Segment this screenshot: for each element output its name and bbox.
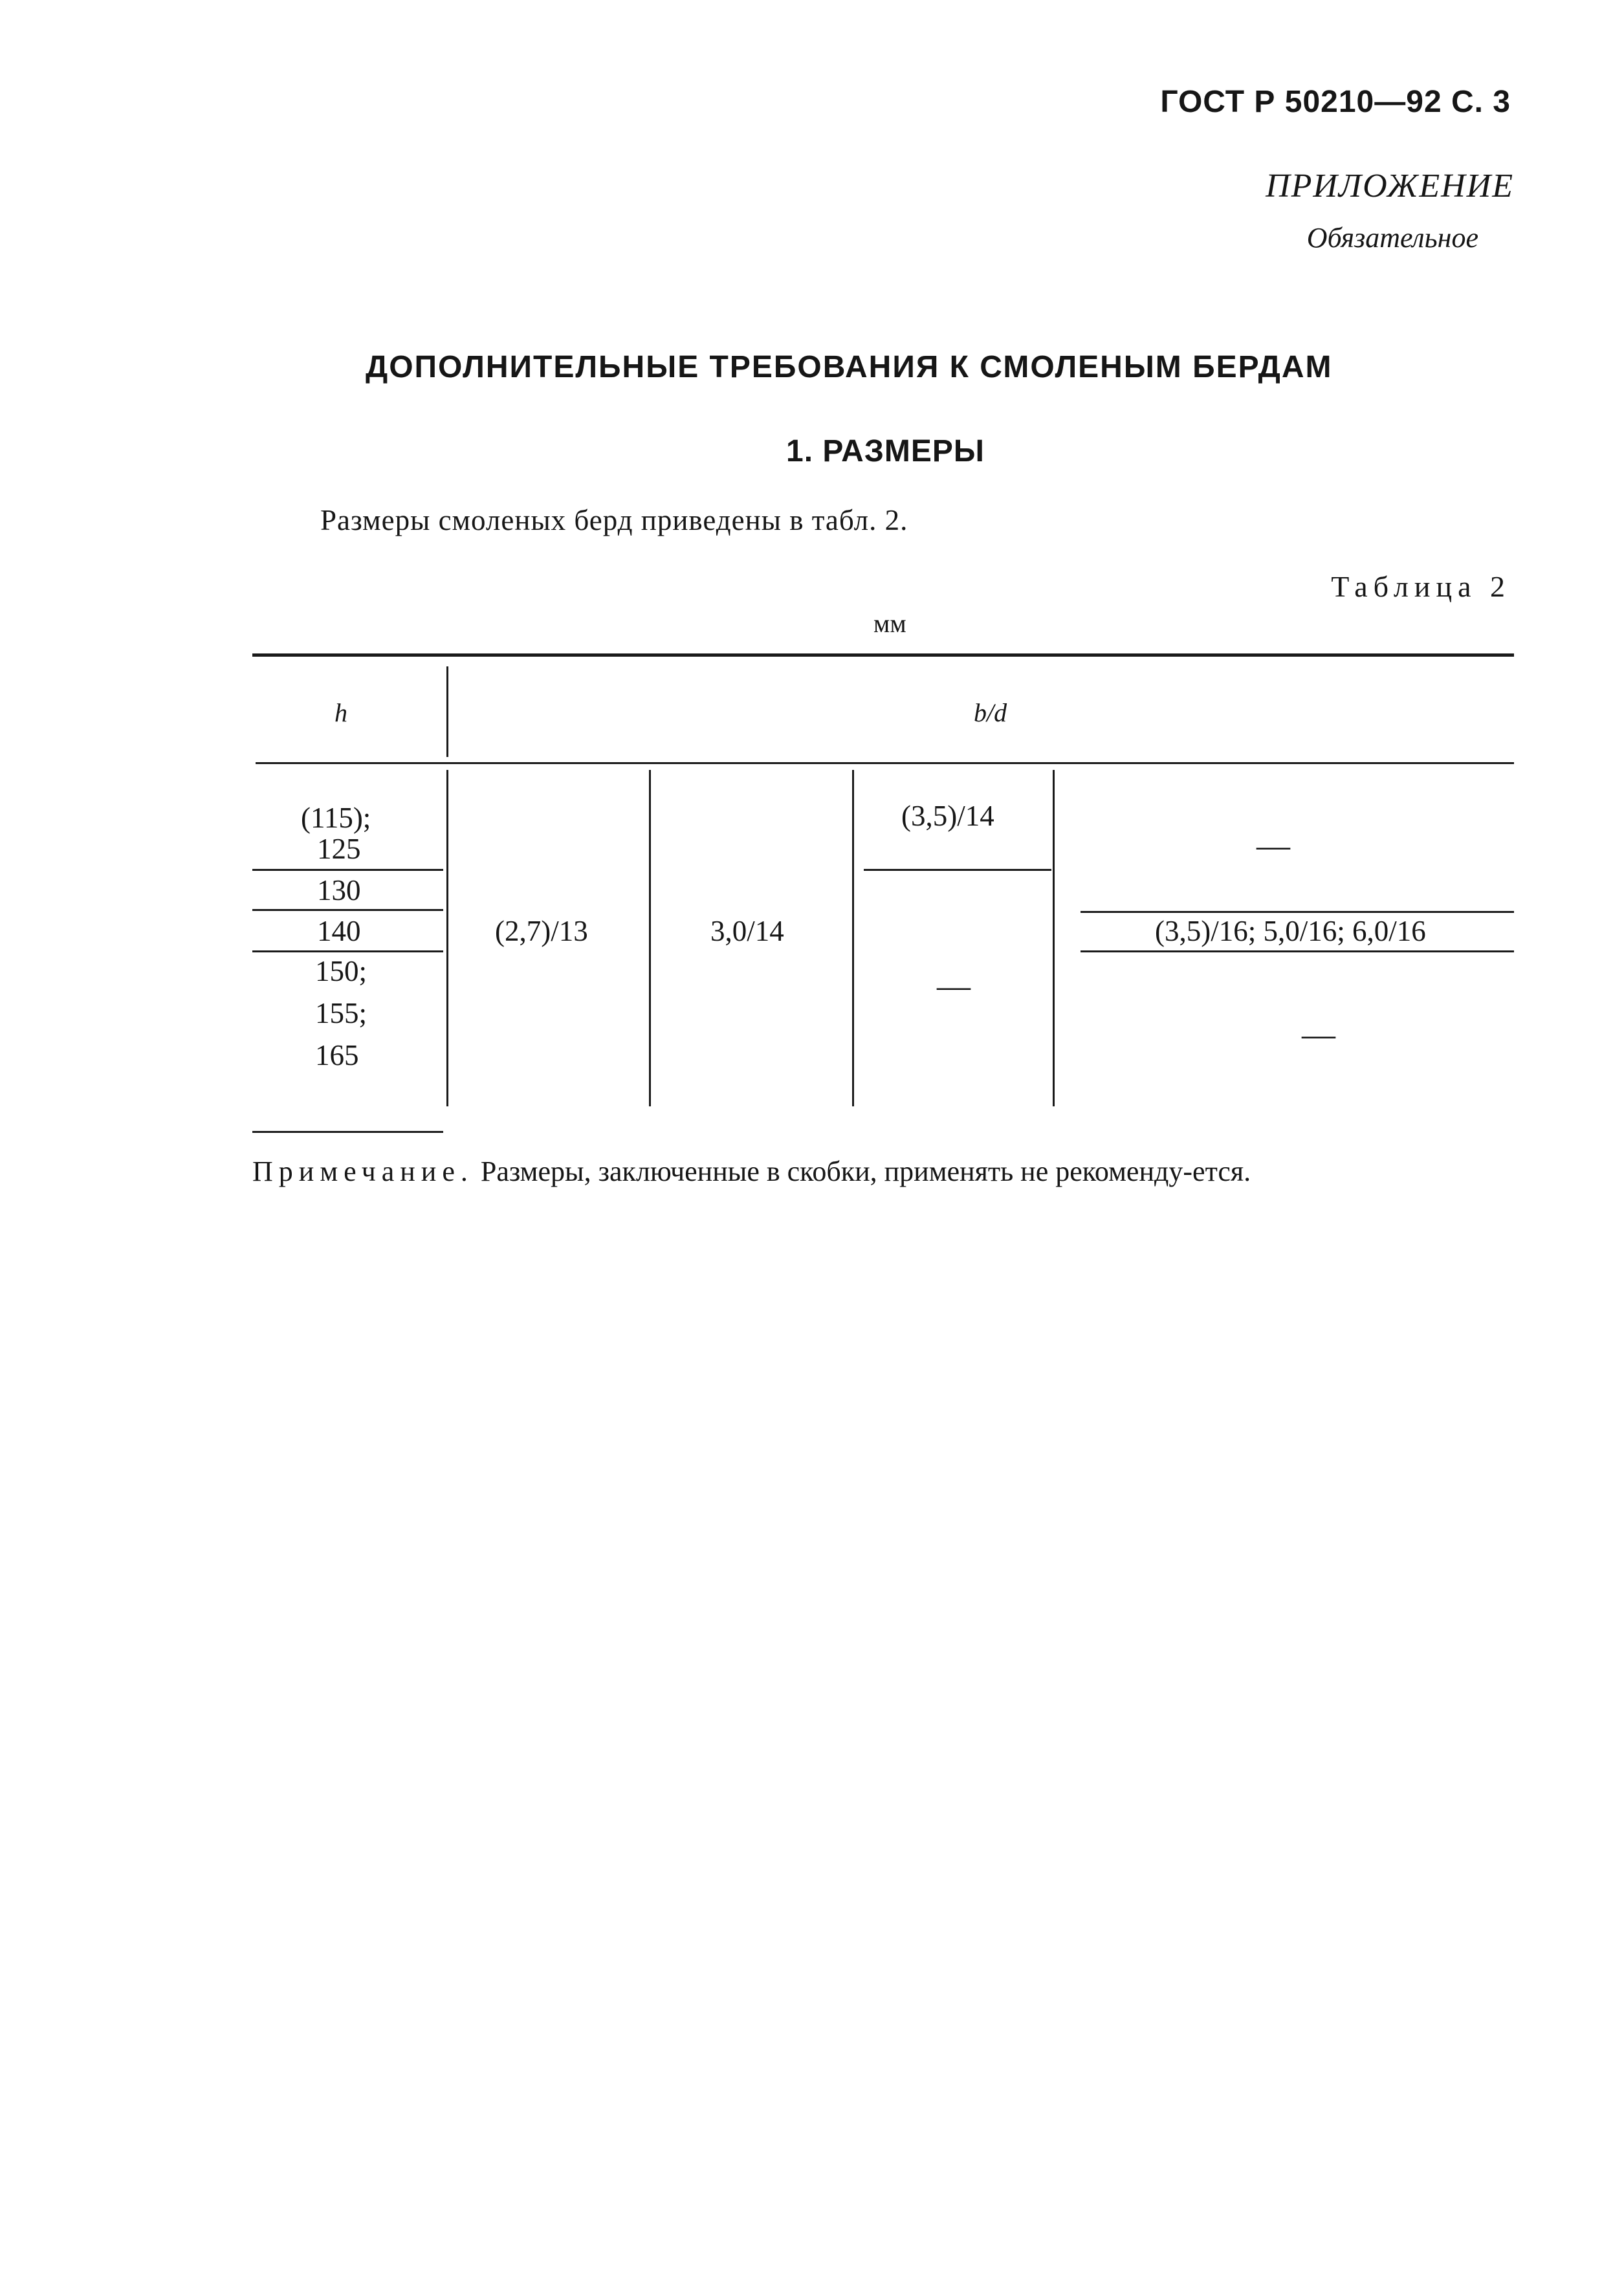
bd-col4-bottom-dash: — bbox=[1302, 1016, 1335, 1053]
table-top-rule bbox=[252, 653, 1514, 657]
h-value: 165 bbox=[315, 1039, 359, 1071]
body-divider-2 bbox=[649, 770, 651, 1106]
h-value: 130 bbox=[317, 874, 361, 906]
bd-col4-mid-value: (3,5)/16; 5,0/16; 6,0/16 bbox=[1155, 915, 1426, 947]
body-divider-4 bbox=[1053, 770, 1055, 1106]
bd-col1-value: (2,7)/13 bbox=[495, 915, 588, 947]
col4-separator-1 bbox=[1081, 911, 1514, 913]
bd-col3-top-value: (3,5)/14 bbox=[901, 800, 994, 832]
document-title: ДОПОЛНИТЕЛЬНЫЕ ТРЕБОВАНИЯ К СМОЛЕНЫМ БЕРДАМ bbox=[366, 350, 1333, 384]
col4-separator-2 bbox=[1081, 950, 1514, 952]
col3-separator bbox=[864, 869, 1051, 871]
body-divider-1 bbox=[446, 770, 448, 1106]
column-h-header: h bbox=[335, 698, 347, 727]
note-text: Размеры, заключенные в скобки, применять не рекоменду-ется. bbox=[480, 1156, 1251, 1187]
table-note bbox=[252, 1153, 1511, 1190]
h-value: 140 bbox=[317, 915, 361, 947]
h-separator-1 bbox=[252, 869, 443, 871]
h-value: (115); bbox=[301, 802, 371, 834]
appendix-label: ПРИЛОЖЕНИЕ bbox=[1266, 168, 1514, 204]
h-separator-2 bbox=[252, 909, 443, 911]
h-value: 155; bbox=[315, 997, 368, 1029]
h-value: 150; bbox=[315, 955, 368, 987]
table-header-rule bbox=[256, 762, 1514, 764]
appendix-status: Обязательное bbox=[1306, 222, 1478, 254]
note-lead: Примечание. bbox=[252, 1156, 474, 1187]
h-value: 125 bbox=[317, 833, 361, 865]
page-header: ГОСТ Р 50210—92 С. 3 bbox=[1160, 85, 1511, 119]
table-units: мм bbox=[873, 609, 906, 638]
section-heading: 1. РАЗМЕРЫ bbox=[786, 434, 985, 468]
table-caption: Таблица 2 bbox=[1331, 570, 1511, 603]
intro-paragraph: Размеры смоленых берд приведены в табл. 2. bbox=[320, 504, 908, 536]
note-rule bbox=[252, 1131, 443, 1133]
header-divider bbox=[446, 666, 448, 757]
bd-col2-value: 3,0/14 bbox=[710, 915, 784, 947]
bd-col3-bottom-dash: — bbox=[937, 968, 971, 1005]
bd-col4-top-dash: — bbox=[1256, 828, 1290, 864]
h-separator-3 bbox=[252, 950, 443, 952]
column-bd-header: b/d bbox=[974, 698, 1007, 727]
body-divider-3 bbox=[852, 770, 854, 1106]
